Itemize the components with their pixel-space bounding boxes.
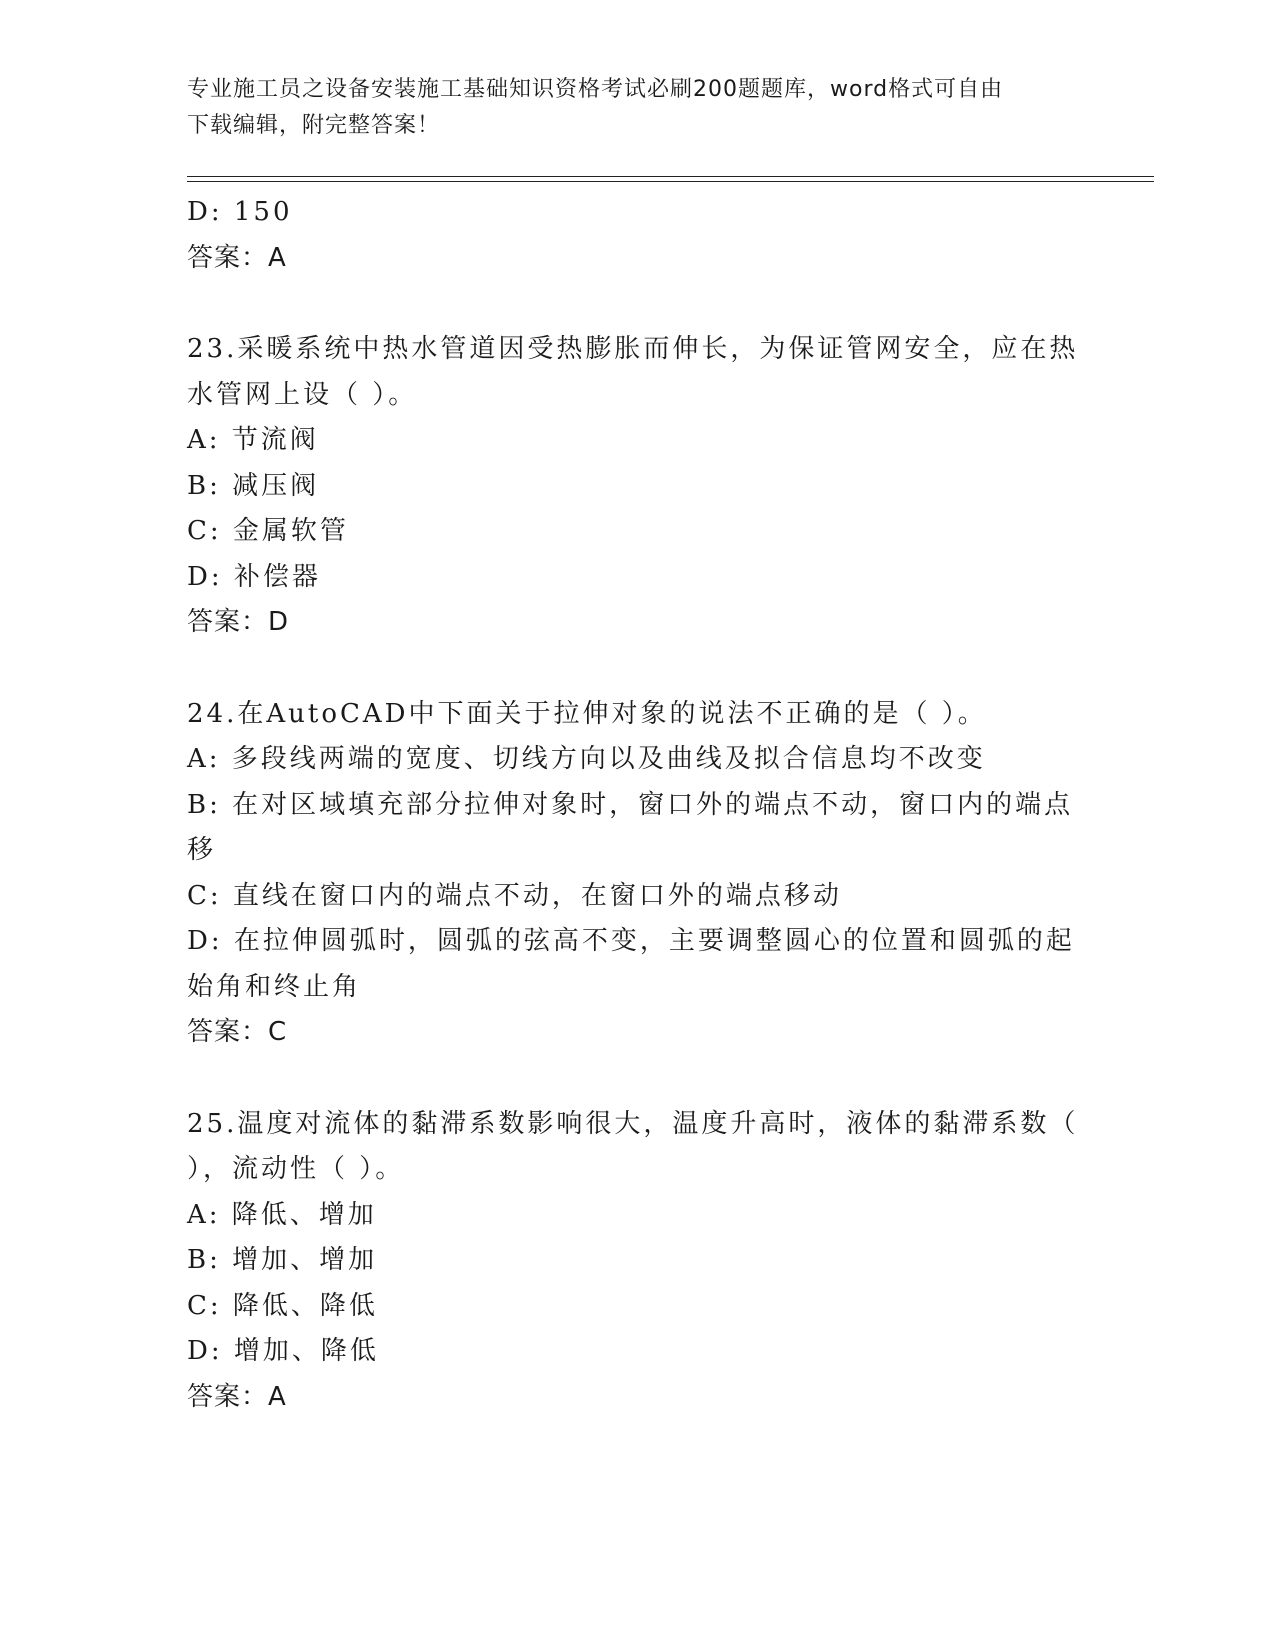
question-stem-line: 24.在AutoCAD中下面关于拉伸对象的说法不正确的是（ ）。: [187, 698, 987, 729]
previous-question-tail: [187, 190, 1087, 281]
option-a: A: 节流阀: [187, 425, 319, 455]
answer-line: 答案：D: [187, 607, 290, 637]
option-a: A: 多段线两端的宽度、切线方向以及曲线及拟合信息均不改变: [187, 744, 986, 774]
question-25: [187, 1102, 1087, 1421]
option-d: D: 150: [187, 197, 293, 227]
header-line-2: 下载编辑，附完整答案！: [187, 113, 441, 138]
answer-line: 答案：A: [187, 1381, 287, 1412]
header-divider-bottom: [187, 181, 1154, 182]
option-d: D: 补偿器: [187, 561, 321, 592]
spacer: [187, 281, 1087, 327]
question-stem-line: 23.采暖系统中热水管道因受热膨胀而伸长，为保证管网安全，应在热: [187, 334, 1079, 364]
question-stem-line: ），流动性（ ）。: [187, 1154, 405, 1184]
question-23: [187, 327, 1087, 646]
header-divider-top: [187, 176, 1154, 177]
question-stem-line: 25.温度对流体的黏滞系数影响很大，温度升高时，液体的黏滞系数（: [187, 1108, 1079, 1139]
header-line-1: 专业施工员之设备安装施工基础知识资格考试必刷200题题库，word格式可自由: [187, 77, 1004, 102]
option-b-continued: 移: [187, 835, 217, 865]
option-d: D: 在拉伸圆弧时，圆弧的弦高不变，主要调整圆心的位置和圆弧的起: [187, 926, 1075, 956]
question-24: [187, 692, 1087, 1056]
option-b: B: 减压阀: [187, 470, 320, 501]
spacer: [187, 646, 1087, 692]
answer-line: 答案：C: [187, 1017, 288, 1047]
option-b: B: 增加、增加: [187, 1245, 378, 1275]
option-c: C: 降低、降低: [187, 1290, 378, 1321]
option-c: C: 金属软管: [187, 516, 349, 546]
page-header: [187, 72, 1087, 144]
document-body: [187, 190, 1087, 1420]
option-c: C: 直线在窗口内的端点不动，在窗口外的端点移动: [187, 880, 842, 911]
answer-line: 答案：A: [187, 242, 287, 273]
option-d: D: 增加、降低: [187, 1336, 379, 1366]
option-b: B: 在对区域填充部分拉伸对象时，窗口外的端点不动，窗口内的端点: [187, 789, 1074, 820]
spacer: [187, 1056, 1087, 1102]
option-d-continued: 始角和终止角: [187, 971, 362, 1002]
option-a: A: 降低、增加: [187, 1199, 377, 1230]
question-stem-line: 水管网上设（ ）。: [187, 379, 418, 410]
